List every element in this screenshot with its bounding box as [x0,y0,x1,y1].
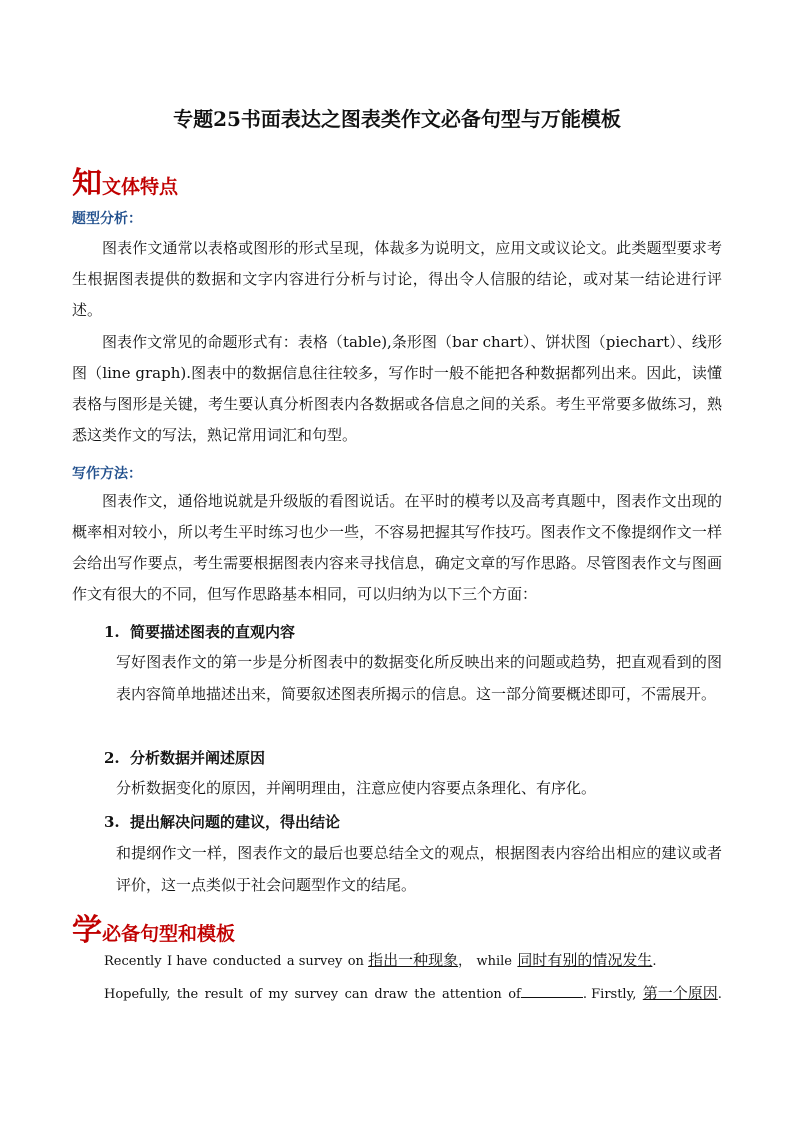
section-heading-templates-initial: 学 [72,913,102,948]
template-line-2 [104,982,722,1003]
section-heading-features-text: 文体特点 [102,176,179,198]
method-heading: 写作方法： [72,466,142,482]
section-heading-features [72,158,178,202]
template-word: I have [166,954,208,969]
template-word: my [268,987,289,1002]
method-item-2-number: 2. [104,749,120,767]
template-blank-other-situation: 同时有别的情况发生 [517,951,653,969]
template-word: Hopefully, [104,987,171,1002]
analysis-paragraph-2: 图表作文常见的命题形式有：表格（table),条形图（bar chart）、饼状图（piechart）、线形图（line graph).图表中的数据信息往往较多，写作时一般不能把各种数据都列出来。因此，读懂表格与图形是关键，考生要认真分析图表内各数据或各信息之间的关系。考生平常要多做练习，熟悉这类作文的写法，熟记常用词汇和句型。 [72,333,722,444]
template-word: conducted [212,954,282,969]
template-phrase-2 [517,949,656,970]
document-title: 专题25书面表达之图表类作文必备句型与万能模板 [173,107,621,131]
template-period: . [652,954,657,969]
method-item-3-title [104,811,340,832]
template-word: attention [441,987,502,1002]
section-heading-templates [72,905,235,949]
template-line-1 [104,949,722,970]
template-phrase-attention [508,985,636,1002]
section-heading-templates-text: 必备句型和模板 [102,923,236,945]
template-word: while [476,954,512,969]
template-word: of [508,987,521,1002]
template-word: survey [294,987,339,1002]
template-word: . Firstly, [582,987,637,1002]
template-word: the [176,987,199,1002]
template-word: the [414,987,436,1002]
template-blank-phenomenon: 指出一种现象 [368,951,459,969]
analysis-heading: 题型分析： [72,211,142,227]
method-item-1-number: 1. [104,623,120,641]
analysis-paragraph-1: 图表作文通常以表格或图形的形式呈现，体裁多为说明文，应用文或议论文。此类题型要求考生根据图表提供的数据和文字内容进行分析与讨论，得出令人信服的结论，或对某一结论进行评述。 [72,239,722,319]
template-phrase-1 [348,949,471,970]
method-item-3-text: 和提纲作文一样，图表作文的最后也要总结全文的观点，根据图表内容给出相应的建议或者评价，这一点类似于社会问题型作文的结尾。 [116,844,722,894]
template-separator: ， [458,954,472,969]
template-word: on [347,954,364,969]
template-word: of [249,987,262,1002]
template-period: . [717,987,722,1002]
template-blank-first-reason: 第一个原因 [642,984,718,1002]
template-word: result [204,987,243,1002]
template-word: Recently [104,954,162,969]
method-item-2-text: 分析数据变化的原因，并阐明理由，注意应使内容要点条理化、有序化。 [116,779,597,797]
method-item-3-heading: 提出解决问题的建议，得出结论 [130,813,341,831]
method-item-1-title [104,621,295,642]
template-phrase-reason [643,982,722,1003]
method-item-1-heading: 简要描述图表的直观内容 [130,623,296,641]
template-word: draw [374,987,408,1002]
method-item-3-number: 3. [104,813,120,831]
template-word: a survey [286,954,343,969]
section-heading-features-initial: 知 [72,166,102,201]
method-item-2-title [104,747,265,768]
method-item-2-heading: 分析数据并阐述原因 [130,749,266,767]
method-paragraph-1: 图表作文，通俗地说就是升级版的看图说话。在平时的模考以及高考真题中，图表作文出现的概率相对较小，所以考生平时练习也少一些，不容易把握其写作技巧。图表作文不像提纲作文一样会给出写作要点，考生需要根据图表内容来寻找信息，确定文章的写作思路。尽管图表作文与图画作文有很大的不同，但写作思路基本相同，可以归纳为以下三个方面： [72,492,722,603]
template-blank-line [521,985,583,998]
template-word: can [344,987,368,1002]
method-item-1-text: 写好图表作文的第一步是分析图表中的数据变化所反映出来的问题或趋势，把直观看到的图表内容简单地描述出来，简要叙述图表所揭示的信息。这一部分简要概述即可，不需展开。 [116,653,722,703]
